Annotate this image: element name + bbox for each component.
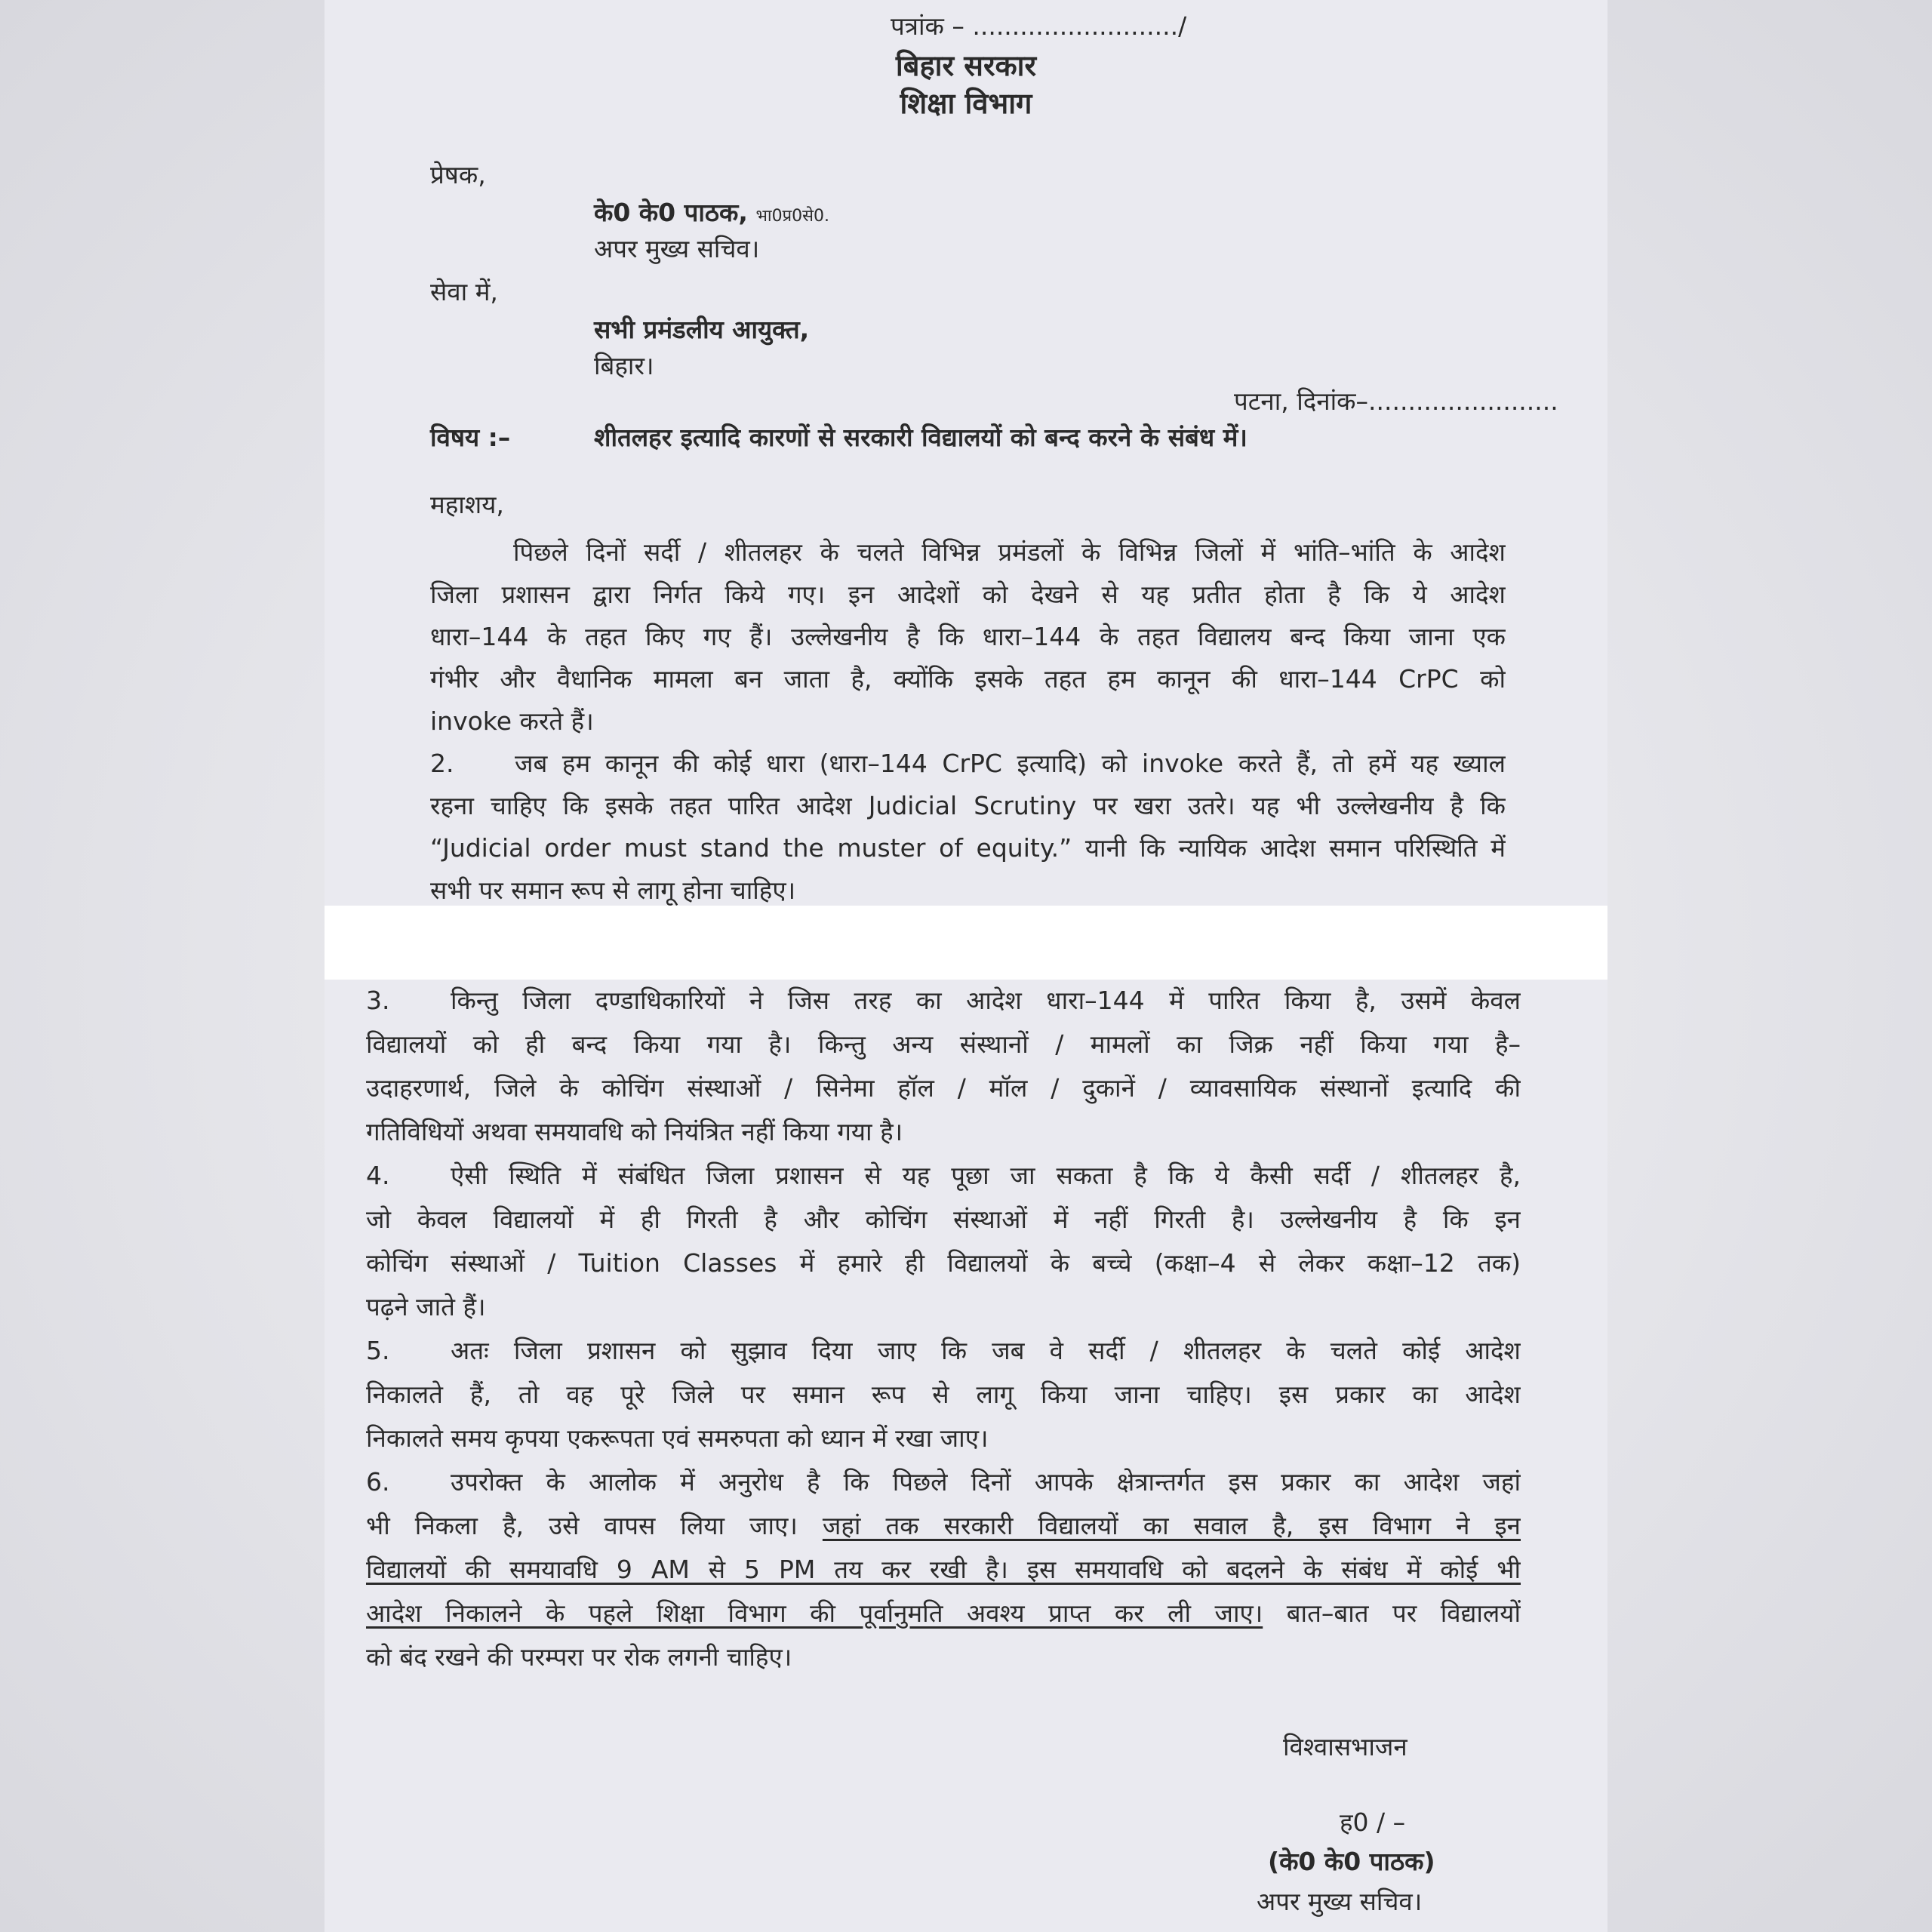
letter-page-top: पत्रांक – ........................../ बिहार सरकार शिक्षा विभाग प्रेषक, के0 के0 पाठक, भा0प्र0से0. अपर मुख्य सचिव। सेवा में, सभी प्रमंडलीय आयुक्त, बिहार। पटना, दिनांक–........................ विषय :– शीतलहर इत्यादि कारणों से सरकारी विद्यालयों को बन्द करने के संबंध में। महाशय, पिछले दिनों सर्दी / शीतलहर के चलते विभिन्न प्रमंडलों के विभिन्न जिलों में भांति–भांति के आदेश जिला प्रशासन द्वारा निर्गत किये गए। इन आदेशों को देखने से यह प्रतीत होता है कि ये आदेश धारा–144 के तहत किए गए हैं। उल्लेखनीय है कि धारा–144 के तहत विद्यालय बन्द किया जाना एक गंभीर और वैधानिक मामला बन जाता है, क्योंकि इसके तहत हम कानून की धारा–144 CrPC को invoke करते हैं। 2. जब हम कानून की कोई धारा (धारा–144 CrPC इत्यादि) को invoke करते हैं, तो हमें यह ख्याल रहना चाहिए कि इसके तहत पारित आदेश Judicial Scrutiny पर खरा उतरे। यह भी उल्लेखनीय है कि “Judicial order must stand the muster of equity.” यानी कि न्यायिक आदेश समान परिस्थिति में सभी पर समान रूप से लागू होना चाहिए। <box>325 0 1607 906</box>
government-name: बिहार सरकार <box>895 49 1037 82</box>
subject-label: विषय :– <box>430 423 511 452</box>
sender-label: प्रेषक, <box>430 160 486 189</box>
salutation: महाशय, <box>430 490 504 519</box>
subject-text: शीतलहर इत्यादि कारणों से सरकारी विद्यालयों को बन्द करने के संबंध में। <box>594 423 1247 452</box>
underlined-instruction: विद्यालयों की समयावधि 9 AM से 5 PM तय कर रखी है। इस समयावधि को बदलने के संबंध में कोई भी <box>366 1555 1521 1584</box>
sender-designation: अपर मुख्य सचिव। <box>594 234 760 263</box>
signatory-name: (के0 के0 पाठक) <box>1268 1847 1435 1876</box>
underlined-instruction: जहां तक सरकारी विद्यालयों का सवाल है, इस विभाग ने इन <box>822 1511 1521 1540</box>
recipient-label: सेवा में, <box>430 277 498 306</box>
signatory-designation: अपर मुख्य सचिव। <box>1257 1887 1423 1916</box>
underlined-instruction: आदेश निकालने के पहले शिक्षा विभाग की पूर्वानुमति अवश्य प्राप्त कर ली जाए। <box>366 1598 1263 1628</box>
department-name: शिक्षा विभाग <box>900 87 1032 120</box>
reference-number: पत्रांक – ........................../ <box>891 11 1187 41</box>
signature-mark: ह0 / – <box>1340 1807 1406 1837</box>
recipient-name: सभी प्रमंडलीय आयुक्त, <box>594 315 810 344</box>
page-separator <box>325 906 1607 980</box>
recipient-state: बिहार। <box>594 351 654 380</box>
sender-name: के0 के0 पाठक, भा0प्र0से0. <box>594 198 829 227</box>
letter-page-bottom: 3. किन्तु जिला दण्डाधिकारियों ने जिस तरह का आदेश धारा–144 में पारित किया है, उसमें केवल विद्यालयों को ही बन्द किया गया है। किन्तु अन्य संस्थानों / मामलों का जिक्र नहीं किया गया है– उदाहरणार्थ, जिले के कोचिंग संस्थाओं / सिनेमा हॉल / मॉल / दुकानें / व्यावसायिक संस्थानों इत्यादि की गतिविधियों अथवा समयावधि को नियंत्रित नहीं किया गया है। 4. ऐसी स्थिति में संबंधित जिला प्रशासन से यह पूछा जा सकता है कि ये कैसी सर्दी / शीतलहर है, जो केवल विद्यालयों में ही गिरती है और कोचिंग संस्थाओं में नहीं गिरती है। उल्लेखनीय है कि इन कोचिंग संस्थाओं / Tuition Classes में हमारे ही विद्यालयों के बच्चे (कक्षा–4 से लेकर कक्षा–12 तक) पढ़ने जाते हैं। 5. अतः जिला प्रशासन को सुझाव दिया जाए कि जब वे सर्दी / शीतलहर के चलते कोई आदेश निकालते हैं, तो वह पूरे जिले पर समान रूप से लागू किया जाना चाहिए। इस प्रकार का आदेश निकालते समय कृपया एकरूपता एवं समरुपता को ध्यान में रखा जाए। 6. उपरोक्त के आलोक में अनुरोध है कि पिछले दिनों आपके क्षेत्रान्तर्गत इस प्रकार का आदेश जहां भी निकला है, उसे वापस लिया जाए। जहां तक सरकारी विद्यालयों का सवाल है, इस विभाग ने इन विद्यालयों की समयावधि 9 AM से 5 PM तय कर रखी है। इस समयावधि को बदलने के संबंध में कोई भी आदेश निकालने के पहले शिक्षा विभाग की पूर्वानुमति अवश्य प्राप्त कर ली जाए। बात–बात पर विद्यालयों को बंद रखने की परम्परा पर रोक लगनी चाहिए। विश्वासभाजन ह0 / – (के0 के0 पाठक) अपर मुख्य सचिव। <box>325 980 1607 1932</box>
place-date: पटना, दिनांक–........................ <box>1234 386 1558 416</box>
closing-yours-faithfully: विश्वासभाजन <box>1283 1732 1407 1761</box>
